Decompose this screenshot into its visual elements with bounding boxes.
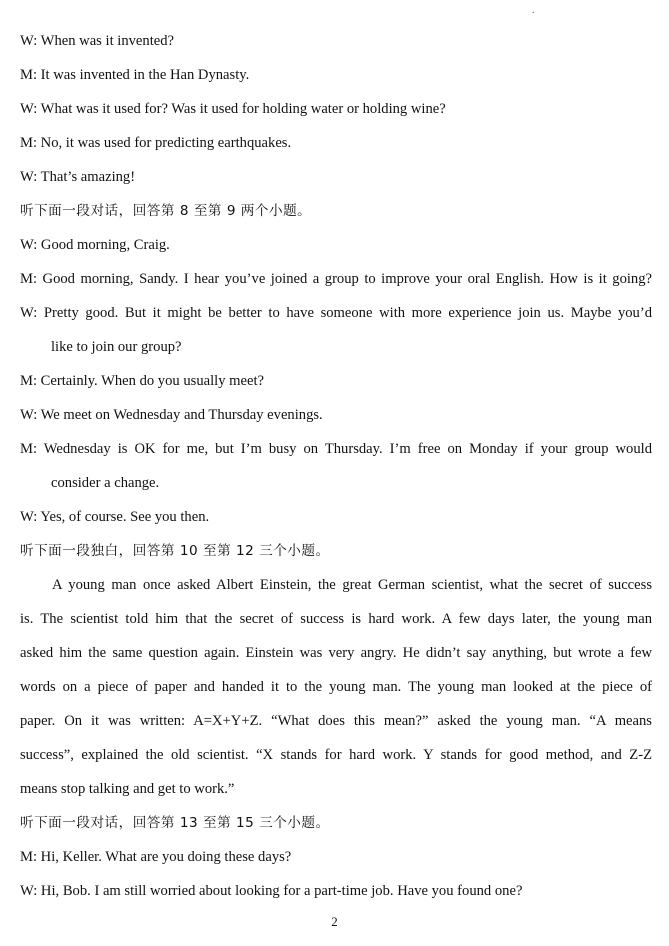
dialogue-line: W: Yes, of course. See you then.: [20, 509, 210, 525]
dialogue-line: M: It was invented in the Han Dynasty.: [20, 67, 250, 83]
dialogue-line: M: Certainly. When do you usually meet?: [20, 373, 264, 389]
page-number: 2: [331, 914, 338, 929]
dialogue-line: W: Good morning, Craig.: [20, 237, 170, 253]
dialogue-line-continuation: consider a change.: [51, 475, 160, 491]
dialogue-line: W: What was it used for? Was it used for holding water or holding wine?: [20, 101, 446, 117]
dialogue-line: W: When was it invented?: [20, 33, 174, 49]
section-instruction: 听下面一段对话，回答第 13 至第 15 三个小题。: [20, 815, 330, 831]
monologue-line: means stop talking and get to work.”: [20, 781, 235, 797]
monologue-line: A young man once asked Albert Einstein, the great German scientist, what the secret of success: [52, 577, 652, 593]
dialogue-line: W: That’s amazing!: [20, 169, 136, 185]
dialogue-line: W: Hi, Bob. I am still worried about looking for a part-time job. Have you found one?: [20, 883, 523, 899]
corner-mark: .: [532, 5, 535, 16]
monologue-line: words on a piece of paper and handed it to the young man. The young man looked at the piece of: [20, 679, 652, 695]
dialogue-line-continuation: like to join our group?: [51, 339, 182, 355]
dialogue-line: M: No, it was used for predicting earthquakes.: [20, 135, 292, 151]
monologue-line: success”, explained the old scientist. “X stands for hard work. Y stands for good method, and Z-Z: [20, 747, 652, 763]
dialogue-line: W: Pretty good. But it might be better to have someone with more experience join us. Maybe you’d: [20, 305, 652, 321]
dialogue-line: M: Hi, Keller. What are you doing these days?: [20, 849, 292, 865]
section-instruction: 听下面一段独白，回答第 10 至第 12 三个小题。: [20, 543, 330, 559]
dialogue-line: M: Good morning, Sandy. I hear you’ve joined a group to improve your oral English. How is it going?: [20, 271, 652, 287]
dialogue-line: M: Wednesday is OK for me, but I’m busy on Thursday. I’m free on Monday if your group would: [20, 441, 652, 457]
section-instruction: 听下面一段对话，回答第 8 至第 9 两个小题。: [20, 203, 312, 219]
monologue-line: asked him the same question again. Einstein was very angry. He didn’t say anything, but wrote a few: [20, 645, 652, 661]
monologue-line: is. The scientist told him that the secret of success is hard work. A few days later, the young man: [20, 611, 652, 627]
monologue-line: paper. On it was written: A=X+Y+Z. “What does this mean?” asked the young man. “A means: [20, 713, 652, 729]
dialogue-line: W: We meet on Wednesday and Thursday evenings.: [20, 407, 323, 423]
